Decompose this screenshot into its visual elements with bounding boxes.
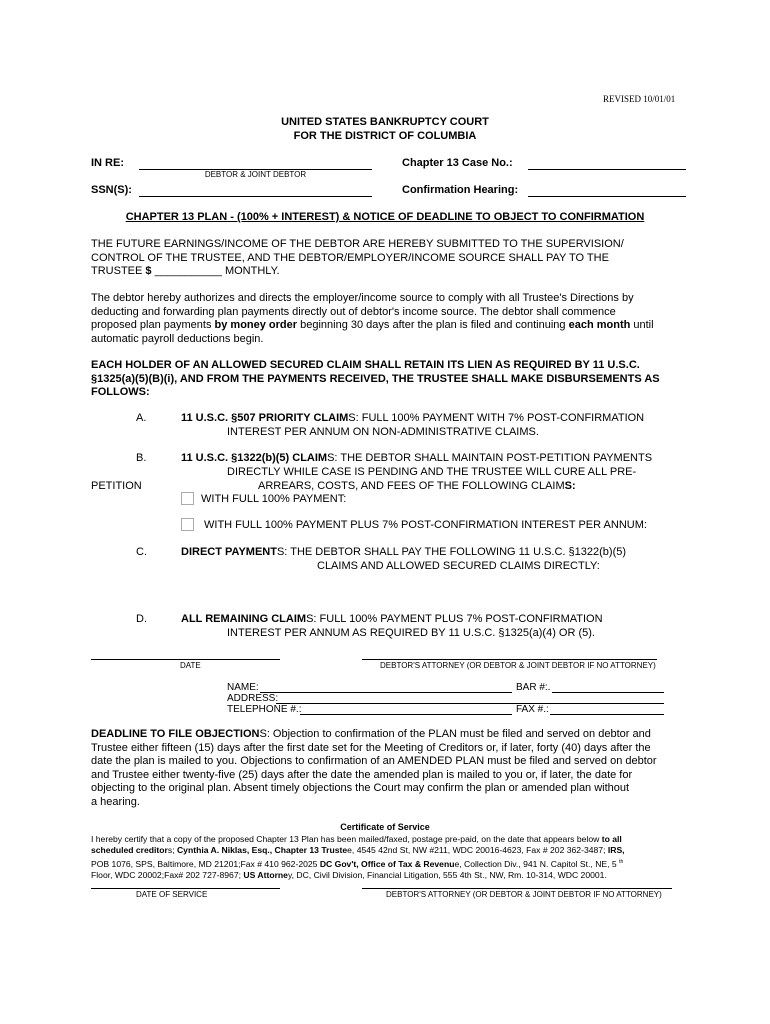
fax-label: FAX #.:: [516, 704, 549, 715]
ssn-field[interactable]: [139, 196, 372, 197]
attorney-label: DEBTOR'S ATTORNEY (OR DEBTOR & JOINT DEBTOR IF NO ATTORNEY): [380, 661, 656, 670]
authorization-line: The debtor hereby authorizes and directs the employer/income source to comply with all Trustee's Directions by: [91, 292, 634, 304]
deadline-line: objecting to the original plan. Absent timely objections the Court may confirm the plan or amended plan without: [91, 782, 630, 794]
dc-gov-name: DC Gov't, Office of Tax & Revenu: [319, 858, 455, 869]
monthly-amount-field[interactable]: ___________ MONTHLY.: [154, 265, 280, 277]
full-payment-label: WITH FULL 100% PAYMENT:: [201, 493, 347, 505]
petition-word: PETITION: [91, 480, 142, 492]
plan-title: CHAPTER 13 PLAN - (100% + INTEREST) & NOTICE OF DEADLINE TO OBJECT TO CONFIRMATION: [125, 211, 645, 223]
text: S: FULL 100% PAYMENT PLUS 7% POST-CONFIRMATION: [306, 613, 603, 625]
text: until: [630, 319, 654, 331]
text: scheduled creditor: [91, 845, 168, 856]
debtor-sublabel: DEBTOR & JOINT DEBTOR: [204, 170, 307, 179]
text: S: Objection to confirmation of the PLAN must be filed and served on debtor and: [259, 728, 651, 740]
superscript: th: [619, 858, 624, 865]
future-earnings-line: THE FUTURE EARNINGS/INCOME OF THE DEBTOR ARE HEREBY SUBMITTED TO THE SUPERVISION/: [91, 238, 624, 250]
case-no-field[interactable]: [528, 169, 686, 170]
secured-claims-line: §1325(a)(5)(B)(i), AND FROM THE PAYMENTS RECEIVED, THE TRUSTEE SHALL MAKE DISBURSEMENTS AS: [91, 372, 660, 385]
date-label: DATE: [180, 661, 201, 670]
certificate-line: [91, 834, 691, 845]
direct-payment-label: DIRECT PAYMENT: [181, 546, 277, 558]
address-field[interactable]: [276, 703, 664, 704]
item-b-line2: DIRECTLY WHILE CASE IS PENDING AND THE TRUSTEE WILL CURE ALL PRE-: [227, 466, 637, 478]
deadline-line: and Trustee either twenty-five (25) days after the date the amended plan is mailed to you or, if later, the date for: [91, 768, 633, 781]
money-order-text: by money order: [214, 319, 298, 331]
deadline-heading: DEADLINE TO FILE OBJECTION: [91, 728, 260, 740]
court-name-line2: FOR THE DISTRICT OF COLUMBIA: [293, 130, 477, 142]
claim-1322-label: 11 U.S.C. §1322(b)(5) CLAIM: [181, 452, 328, 464]
certificate-attorney-signature-field[interactable]: [362, 888, 672, 889]
text: POB 1076, SPS, Baltimore, MD 21201;Fax # 410 962-2025: [91, 858, 320, 869]
telephone-label: TELEPHONE #.:: [227, 704, 302, 715]
item-d-line1: [181, 613, 603, 625]
text: S:: [564, 480, 576, 492]
attorney-signature-field[interactable]: [362, 659, 657, 660]
fax-field[interactable]: [550, 714, 664, 715]
text: proposed plan payments: [91, 319, 215, 331]
future-earnings-paragraph: [91, 238, 681, 279]
item-c-letter: C.: [136, 546, 147, 558]
authorization-line: [91, 319, 681, 333]
item-b-letter: B.: [136, 452, 147, 464]
deadline-line: Trustee either fifteen (15) days after the first date set for the Meeting of Creditors or, if later, forty (40) days after the: [91, 741, 651, 754]
certificate-line: [91, 845, 691, 856]
secured-claims-line: FOLLOWS:: [91, 386, 150, 398]
item-d-letter: D.: [136, 613, 147, 625]
deadline-line: [91, 728, 683, 742]
remaining-claims-label: ALL REMAINING CLAIM: [181, 613, 307, 625]
text: y, DC, Civil Division, Financial Litigation, 555 4th St., NW, Rm. 10-314, WDC 20001.: [287, 869, 607, 880]
certificate-attorney-label: DEBTOR'S ATTORNEY (OR DEBTOR & JOINT DEBTOR IF NO ATTORNEY): [386, 890, 662, 899]
text: S: FULL 100% PAYMENT WITH 7% POST-CONFIRMATION: [348, 412, 645, 424]
each-month-text: each month: [568, 319, 631, 331]
text: s;: [167, 845, 177, 856]
deadline-line: date the plan is mailed to you. Objections to confirmation of an AMENDED PLAN must be filed and served on debtor: [91, 755, 657, 767]
future-earnings-line: [91, 265, 681, 279]
text: I hereby certify that a copy of the proposed Chapter 13 Plan has been mailed/faxed, postage pre-paid, on the date that appears below: [91, 834, 602, 844]
deadline-line: a hearing.: [91, 795, 140, 808]
item-d-line2: INTEREST PER ANNUM AS REQUIRED BY 11 U.S.C. §1325(a)(4) OR (5).: [227, 627, 595, 639]
bar-field[interactable]: [552, 692, 664, 693]
text: ARREARS, COSTS, AND FEES OF THE FOLLOWING CLAIM: [258, 480, 565, 492]
name-field[interactable]: [260, 692, 512, 693]
item-c-line2: CLAIMS AND ALLOWED SECURED CLAIMS DIRECTLY:: [317, 560, 600, 572]
certificate-line: [91, 870, 691, 881]
date-of-service-label: DATE OF SERVICE: [136, 890, 208, 899]
text: beginning 30 days after the plan is filed and continuing: [297, 319, 569, 331]
text: Floor, WDC 20002;Fax# 202 727-8967;: [91, 869, 244, 880]
date-signature-field[interactable]: [91, 659, 280, 660]
secured-claims-paragraph: [91, 359, 681, 400]
item-c-line1: [181, 546, 626, 558]
text: e, Collection Div., 941 N. Capitol St., NE, 5: [454, 858, 617, 869]
court-name-line1: UNITED STATES BANKRUPTCY COURT: [281, 116, 489, 128]
certificate-line: [91, 857, 691, 870]
authorization-line: deducting and forwarding plan payments directly out of debtor's income source. The debtor shall commence: [91, 305, 616, 318]
date-of-service-field[interactable]: [91, 888, 280, 889]
bar-label: BAR #:.: [516, 682, 551, 693]
item-b-line1: [181, 452, 652, 464]
in-re-label: IN RE:: [91, 157, 124, 169]
authorization-paragraph: [91, 292, 681, 346]
irs-name: IRS,: [607, 845, 625, 856]
certificate-title: Certificate of Service: [340, 822, 430, 832]
item-a-line1: [181, 412, 644, 424]
trustee-name: Cynthia A. Niklas, Esq., Chapter 13 Truste: [176, 845, 348, 856]
confirmation-hearing-field[interactable]: [528, 196, 686, 197]
name-label: NAME:: [227, 682, 259, 693]
deadline-paragraph: [91, 728, 683, 809]
item-b-line3: [258, 480, 576, 492]
full-payment-interest-checkbox[interactable]: [181, 518, 194, 531]
text: S: THE DEBTOR SHALL MAINTAIN POST-PETITION PAYMENTS: [327, 452, 653, 464]
future-earnings-line: CONTROL OF THE TRUSTEE, AND THE DEBTOR/EMPLOYER/INCOME SOURCE SHALL PAY TO THE: [91, 251, 609, 264]
item-a-line2: INTEREST PER ANNUM ON NON-ADMINISTRATIVE CLAIMS.: [227, 426, 539, 438]
full-payment-interest-label: WITH FULL 100% PAYMENT PLUS 7% POST-CONFIRMATION INTEREST PER ANNUM:: [204, 519, 647, 531]
telephone-field[interactable]: [300, 714, 512, 715]
us-attorney-name: US Attorne: [243, 869, 288, 880]
text: e, 4545 42nd St, NW #211, WDC 20016-4623, Fax # 202 362-3487;: [347, 845, 608, 856]
ssn-label: SSN(S):: [91, 184, 132, 196]
full-payment-checkbox[interactable]: [181, 492, 194, 505]
text: S: THE DEBTOR SHALL PAY THE FOLLOWING 11 U.S.C. §1322(b)(5): [276, 546, 627, 558]
revised-date: REVISED 10/01/01: [603, 94, 676, 104]
item-a-letter: A.: [136, 412, 147, 424]
secured-claims-line: EACH HOLDER OF AN ALLOWED SECURED CLAIM SHALL RETAIN ITS LIEN AS REQUIRED BY 11 U.S.C.: [91, 359, 640, 371]
trustee-text: TRUSTEE: [91, 265, 143, 277]
confirmation-hearing-label: Confirmation Hearing:: [402, 184, 519, 196]
certificate-body: [91, 834, 691, 881]
priority-claim-label: 11 U.S.C. §507 PRIORITY CLAIM: [181, 412, 349, 424]
text: to all: [601, 834, 622, 844]
case-no-label: Chapter 13 Case No.:: [402, 157, 513, 169]
dollar-sign: $: [145, 265, 152, 277]
authorization-line: automatic payroll deductions begin.: [91, 332, 264, 345]
address-label: ADDRESS:: [227, 693, 279, 704]
